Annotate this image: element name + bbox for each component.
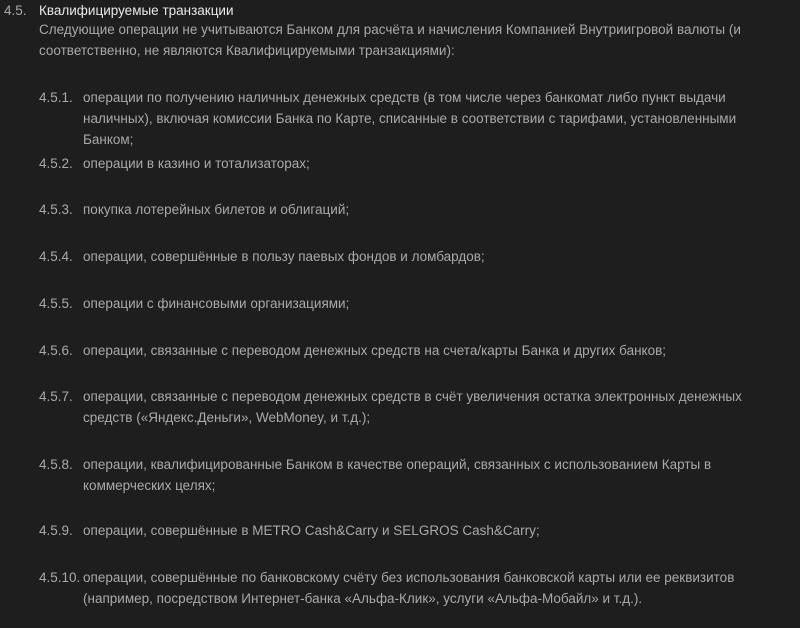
section-number: 4.5. — [4, 3, 27, 18]
item-text: операции, связанные с переводом денежных средств на счета/карты Банка и других банков; — [83, 343, 667, 358]
item-number: 4.5.2. — [39, 156, 73, 171]
section-title: Квалифицируемые транзакции — [39, 3, 234, 18]
item-number: 4.5.5. — [39, 296, 73, 311]
item-text: операции в казино и тотализаторах; — [83, 156, 310, 171]
item-number: 4.5.1. — [39, 90, 73, 105]
item-text: операции, квалифицированные Банком в качестве операций, связанных с использованием Карты в коммерческих целях; — [83, 457, 712, 493]
item-number: 4.5.8. — [39, 457, 73, 472]
item-number: 4.5.10. — [39, 570, 81, 585]
section-intro: Следующие операции не учитываются Банком для расчёта и начисления Компанией Внутриигровой валюты (и соответственно, не являются Квалифицируемыми транзакциями): — [39, 22, 741, 58]
item-text: операции, совершённые в пользу паевых фондов и ломбардов; — [83, 249, 485, 264]
item-number: 4.5.4. — [39, 249, 73, 264]
item-text: операции, связанные с переводом денежных средств в счёт увеличения остатка электронных денежных средств («Яндекс.Деньги», WebMoney, и т.д.); — [83, 389, 742, 425]
item-text: операции, совершённые в METRO Cash&Carry и SELGROS Cash&Carry; — [83, 523, 540, 538]
item-text: операции, совершённые по банковскому счёту без использования банковской карты или ее реквизитов (например, посредством Интернет-банка «Альфа-Клик», услуги «Альфа-Мобайл» и т.д.). — [83, 570, 735, 606]
item-text: операции с финансовыми организациями; — [83, 296, 350, 311]
item-number: 4.5.6. — [39, 343, 73, 358]
item-number: 4.5.3. — [39, 202, 73, 217]
item-text: операции по получению наличных денежных средств (в том числе через банкомат либо пункт выдачи наличных), включая комиссии Банка по Карте, списанные в соответствии с тарифами, установленными Банком; — [83, 90, 737, 147]
item-text: покупка лотерейных билетов и облигаций; — [83, 202, 350, 217]
item-number: 4.5.9. — [39, 523, 73, 538]
item-number: 4.5.7. — [39, 389, 73, 404]
